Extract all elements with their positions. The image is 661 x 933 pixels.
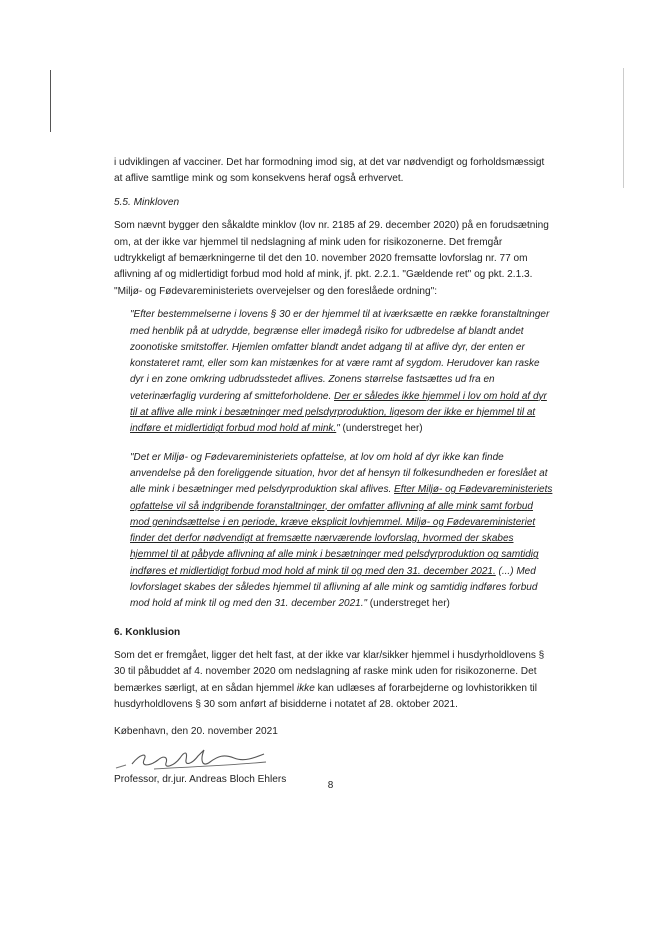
quote-underlined-text: Efter Miljø- og Fødevareministeriets opfattelse vil så indgribende foranstaltninger, der omfatter aflivning af alle mink samt forbud mod genindsættelse i en periode, kræve eksplicit lovhjemmel. Miljø- og Fødevareministeriet finder det derfor nødvendigt at fremsætte nærværende lovforslag, hvormed der skabes hjemmel til at påbyde aflivning af alle mink i besætninger med pelsdyrproduktion og samtidig indføres et midlertidigt forbud mod hold af mink til og med den 31. december 2021. (130, 484, 553, 577)
quote-underlined-text: Der er således ikke hjemmel i lov om hold af dyr til at aflive alle mink i besætninger med pelsdyrproduktion, ligesom der ikke er hjemmel til at indføre et midlertidigt forbud mod hold af mink. (130, 390, 547, 435)
paragraph-text: Som det er fremgået, ligger det helt fast, at der ikke var klar/sikker hjemmel i husdyrholdlovens § 30 til påbuddet af 4. november 2020 om nedslagning af raske mink uden for risikozonerne. Det bemærkes særligt, at en sådan hjemmel (114, 650, 545, 694)
paragraph-text: kan udlæses af forarbejderne og lovhistorikken til husdyrholdlovens § 30 som anført af bisidderne i notatet af 28. oktober 2021. (114, 682, 538, 711)
paragraph: i udviklingen af vacciner. Det har formodning imod sig, at det var nødvendigt og forholdsmæssigt at aflive samtlige mink og som konsekvens heraf også erhvervet. (114, 157, 545, 185)
handwritten-signature (114, 742, 554, 772)
block-quote (130, 450, 554, 613)
signature-icon (114, 738, 284, 778)
paragraph (114, 648, 554, 714)
emphasis-text: ikke (296, 682, 315, 694)
section-heading: 6. Konklusion (114, 626, 181, 638)
margin-line (50, 70, 51, 132)
quote-text: "Efter bestemmelserne i lovens § 30 er der hjemmel til at iværksætte en række foranstaltninger med henblik på at udrydde, begrænse eller imødegå risiko for udbredelse af blandt andet zoonotiske smitstoffer. Hjemlen omfatter blandt andet adgang til at aflive dyr, der enten er konstateret ramt, eller som kan mistænkes for at være ramt af sygdom. Herudover kan raske dyr i en zone omkring udbrudsstedet aflives. Zonens størrelse fastsættes ud fra en veterinærfaglig vurdering af smitteforholdene. (130, 309, 550, 402)
quote-note: (understreget her) (367, 598, 450, 610)
quote-text: (...) Med lovforslaget skabes der således hjemmel til aflivning af alle mink og samtidig indføres forbud mod hold af mink til og med den 31. december 2021." (130, 565, 538, 610)
document-body (114, 155, 554, 788)
margin-line (623, 68, 624, 188)
quote-note: (understreget her) (339, 423, 423, 435)
section-heading: 5.5. Minkloven (114, 196, 180, 208)
paragraph: Som nævnt bygger den såkaldte minklov (lov nr. 2185 af 29. december 2020) på en forudsætning om, at der ikke var hjemmel til nedslagning af mink uden for risikozonerne. Det fremgår udtrykkeligt af bemærkningerne til det den 10. november 2020 fremsatte lovforslag nr. 77 om aflivning af og midlertidigt forbud mod hold af mink, jf. pkt. 2.2.1. "Gældende ret" og pkt. 2.1.3. "Miljø- og Fødevareministeriets overvejelser og den foreslåede ordning": (114, 220, 549, 297)
block-quote (130, 307, 554, 437)
page-number: 8 (327, 780, 334, 791)
place-and-date: København, den 20. november 2021 (114, 725, 278, 737)
quote-text: "Det er Miljø- og Fødevareministeriets opfattelse, at lov om hold af dyr ikke kan finde anvendelse på den foreliggende situation, hvor det af hensyn til folkesundheden er foreslået at alle mink i besætninger med pelsdyrproduktion skal aflives. (130, 451, 548, 496)
quote-end: " (336, 423, 340, 435)
signatory: Professor, dr.jur. Andreas Bloch Ehlers (114, 774, 287, 786)
